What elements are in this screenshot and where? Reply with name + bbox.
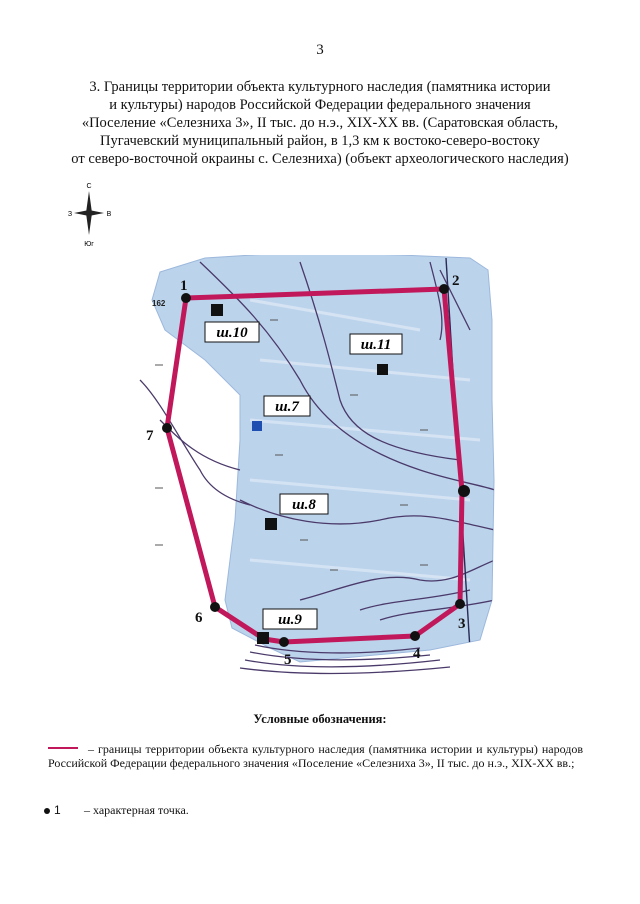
point-label-1: 1 [180,278,188,294]
pit-label: ш.10 [216,325,248,341]
legend-point-number: 1 [54,803,61,817]
elevation-mark: 162 [152,299,166,308]
pit-label: ш.7 [275,399,299,415]
characteristic-point [162,423,172,433]
pit-label: ш.8 [292,497,316,513]
site-map [0,255,640,675]
title-line: Пугачевский муниципальный район, в 1,3 км к востоко-северо-востоку [99,133,541,149]
compass-east-label: В [106,211,112,218]
pit-marker [257,632,269,644]
pit-marker [252,421,262,431]
point-label-4: 4 [413,646,421,662]
compass-west-label: З [67,211,73,218]
map-background [152,255,494,662]
pit-label: ш.9 [278,612,302,628]
boundary-line-icon [48,747,78,749]
compass-south-label: Юг [84,241,94,248]
point-label-7: 7 [146,428,154,444]
title-line: 3. Границы территории объекта культурного наследия (памятника истории [89,79,551,95]
pit-marker [265,518,277,530]
compass-north-label: С [86,183,92,190]
title-line: и культуры) народов Российской Федерации федерального значения [109,97,531,113]
pit-marker [211,304,223,316]
characteristic-point [210,602,220,612]
legend-point [44,803,444,817]
characteristic-point [181,293,191,303]
characteristic-point [458,485,470,497]
page-number: 3 [316,42,324,58]
point-label-2: 2 [452,273,460,289]
point-dot-icon [44,808,50,814]
title-line: от северо-восточной окраины с. Селезниха) (объект археологического наследия) [71,151,569,167]
legend-boundary-text: – границы территории объекта культурного наследия (памятника истории и культуры) народов Российской Федерации федерального значения «Поселение «Селезниха 3», II тыс. до н.э., XIX-XX вв.; [48,742,583,770]
legend-point-text: – характерная точка. [84,803,189,817]
characteristic-point [439,284,449,294]
legend-boundary [48,742,583,770]
compass-rose-icon [66,180,116,250]
document-title [40,78,600,168]
pit-marker [377,364,388,375]
title-line: «Поселение «Селезниха 3», II тыс. до н.э., XIX-XX вв. (Саратовская область, [81,115,559,131]
legend-title: Условные обозначения: [253,712,387,726]
point-label-3: 3 [458,616,466,632]
pit-label: ш.11 [360,337,392,353]
point-label-5: 5 [284,652,292,668]
characteristic-point [410,631,420,641]
point-label-6: 6 [195,610,203,626]
compass-needle [74,210,104,216]
characteristic-point [455,599,465,609]
characteristic-point [279,637,289,647]
